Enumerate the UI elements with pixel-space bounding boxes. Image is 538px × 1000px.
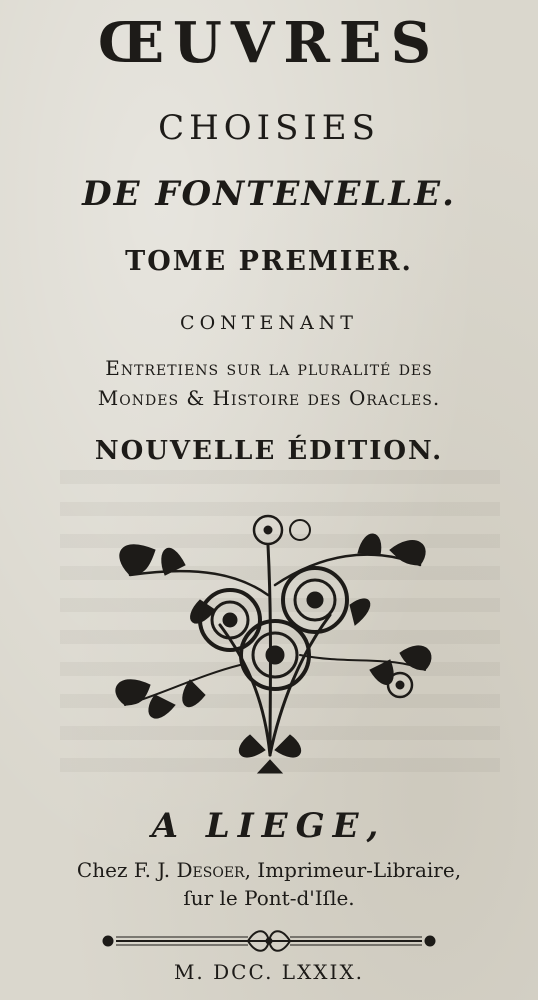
title-choisies: CHOISIES xyxy=(158,108,380,148)
contents-line-1: Entretiens sur la pluralité des xyxy=(105,356,433,380)
imprint-printer-prefix: Chez F. J. xyxy=(76,858,177,882)
contents-line-2: Mondes & Histoire des Oracles. xyxy=(97,386,441,410)
imprint-address: ſur le Pont-d'Iſle. xyxy=(183,886,355,910)
imprint-printer xyxy=(0,858,538,882)
floral-bouquet-icon xyxy=(100,505,440,775)
contents-heading: CONTENANT xyxy=(180,312,358,334)
imprint-printer-name: Desoer xyxy=(176,858,245,882)
imprint-place: A LIEGE, xyxy=(151,806,387,846)
volume-label: TOME PREMIER. xyxy=(125,246,413,277)
publication-date: M. DCC. LXXIX. xyxy=(173,960,365,984)
edition-label: NOUVELLE ÉDITION. xyxy=(94,436,444,466)
title-oeuvres: ŒUVRES xyxy=(97,10,441,76)
imprint-printer-suffix: , Imprimeur-Libraire, xyxy=(244,858,462,882)
author-name: DE FONTENELLE. xyxy=(82,174,456,214)
ornamental-rule-icon xyxy=(98,928,440,954)
